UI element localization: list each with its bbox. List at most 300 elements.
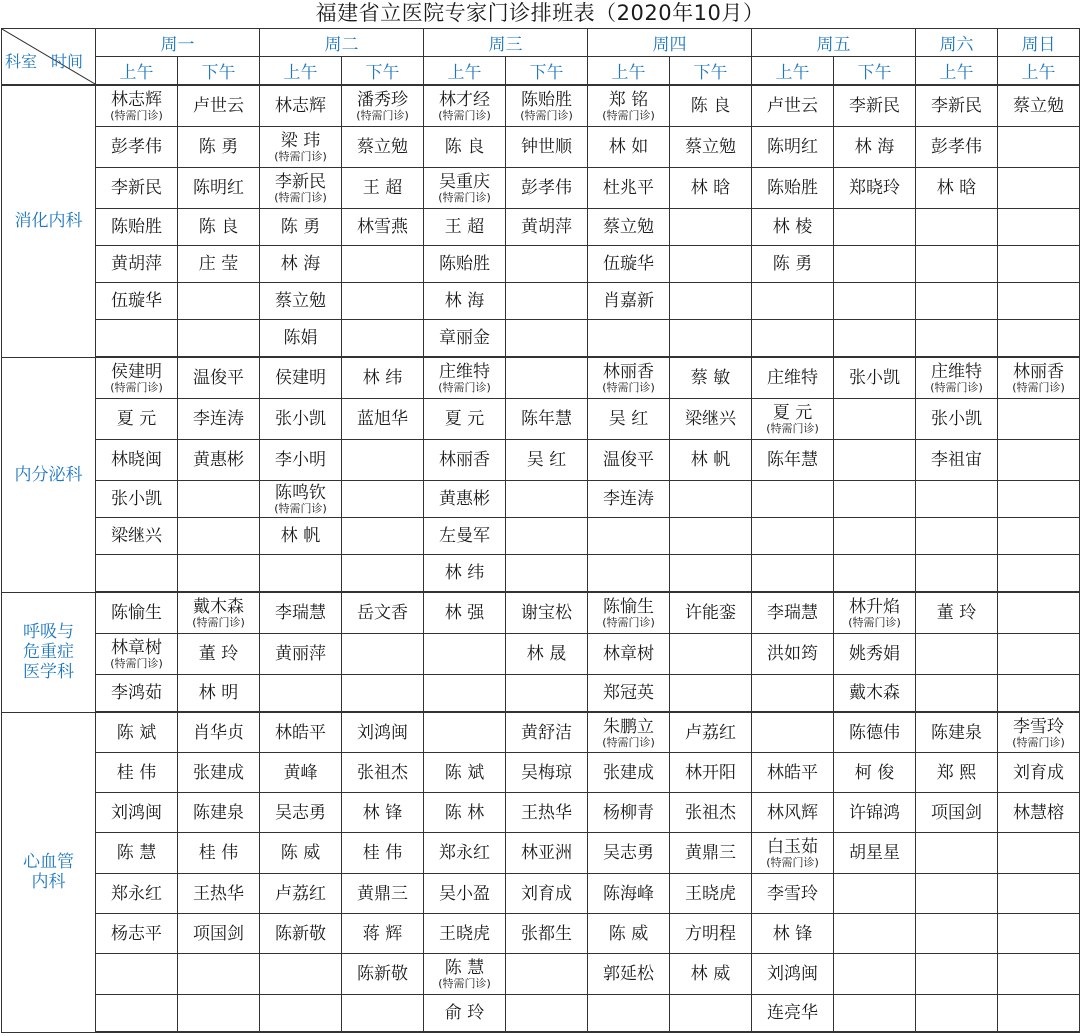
schedule-cell: [96, 753, 178, 793]
schedule-row: [2, 793, 1080, 833]
doctor-name: 陈海峰: [603, 883, 654, 904]
schedule-cell: [506, 592, 588, 634]
doctor-name: 桂 伟: [362, 843, 403, 863]
schedule-cell: [96, 954, 178, 995]
schedule-cell: [916, 712, 998, 753]
schedule-cell: [424, 675, 506, 713]
schedule-cell: [670, 209, 752, 246]
schedule-cell: [834, 675, 916, 713]
day-header-wed: 周三: [424, 29, 588, 57]
schedule-cell: [670, 168, 752, 209]
schedule-cell: [834, 555, 916, 593]
special-clinic-label: (特需门诊): [1012, 735, 1065, 749]
department-name: 内分泌科: [2, 357, 96, 592]
schedule-cell: [506, 634, 588, 675]
schedule-row: [2, 357, 1080, 399]
schedule-cell: [342, 833, 424, 874]
doctor-name: 陈 斌: [116, 722, 157, 743]
doctor-name: 李小明: [275, 450, 326, 470]
doctor-name: 蔡 敏: [690, 368, 731, 388]
corner-time-label: 时间: [50, 52, 83, 71]
schedule-cell: [588, 357, 670, 399]
doctor-name: 黄胡萍: [521, 217, 572, 237]
doctor-name: 夏 元: [116, 409, 157, 429]
schedule-cell: [506, 440, 588, 481]
corner-dept-label: 科室: [5, 52, 38, 71]
schedule-cell: [916, 481, 998, 518]
doctor-name: 郑永红: [439, 843, 490, 863]
doctor-name: 陈贻胜: [439, 254, 490, 274]
doctor-name: 陈建泉: [193, 802, 244, 823]
schedule-cell: [916, 357, 998, 399]
schedule-cell: [96, 283, 178, 320]
schedule-cell: [260, 833, 342, 874]
doctor-name: 柯 俊: [854, 762, 895, 783]
doctor-name: 林章树: [603, 644, 654, 664]
doctor-name: 郑晓玲: [849, 178, 900, 198]
department-name: 消化内科: [2, 85, 96, 357]
doctor-name: 李连涛: [193, 409, 244, 429]
doctor-name: 林 纬: [362, 368, 403, 388]
special-clinic-label: (特需门诊): [438, 191, 491, 204]
doctor-name: 林 棱: [772, 217, 813, 237]
schedule-cell: [424, 634, 506, 675]
schedule-cell: [588, 753, 670, 793]
schedule-cell: [96, 209, 178, 246]
doctor-name: 戴木森: [193, 597, 244, 617]
schedule-cell: [342, 283, 424, 320]
schedule-cell: [260, 481, 342, 518]
schedule-cell: [260, 168, 342, 209]
schedule-cell: [588, 168, 670, 209]
doctor-name: 郑 铭: [608, 90, 649, 110]
schedule-cell: [506, 793, 588, 833]
doctor-name: 刘鸿闽: [357, 722, 408, 743]
schedule-cell: [178, 753, 260, 793]
schedule-cell: [752, 555, 834, 593]
schedule-cell: [260, 85, 342, 127]
schedule-cell: [588, 675, 670, 713]
schedule-cell: [670, 85, 752, 127]
doctor-name: 陈 勇: [280, 217, 321, 237]
schedule-cell: [834, 168, 916, 209]
schedule-cell: [670, 555, 752, 593]
schedule-cell: [178, 592, 260, 634]
doctor-name: 黄鼎三: [357, 883, 408, 904]
schedule-cell: [424, 283, 506, 320]
doctor-name: 黄峰: [283, 762, 318, 783]
doctor-name: 王晓虎: [439, 923, 490, 944]
doctor-name: 林才经: [439, 90, 490, 110]
doctor-name: 林皓平: [767, 762, 818, 783]
schedule-cell: [260, 874, 342, 914]
schedule-cell: [998, 440, 1080, 481]
doctor-name: 林 强: [444, 603, 485, 623]
schedule-cell: [752, 712, 834, 753]
doctor-name: 王晓虎: [685, 883, 736, 904]
doctor-name: 彭孝伟: [111, 137, 162, 157]
schedule-cell: [178, 168, 260, 209]
schedule-cell: [998, 481, 1080, 518]
schedule-cell: [96, 874, 178, 914]
schedule-cell: [998, 127, 1080, 168]
doctor-name: 张都生: [521, 923, 572, 944]
doctor-name: 黄惠彬: [193, 450, 244, 470]
doctor-name: 李雪玲: [1013, 716, 1064, 737]
doctor-name: 李连涛: [603, 489, 654, 509]
doctor-name: 白玉茹: [767, 837, 818, 857]
doctor-name: 杨柳青: [603, 802, 654, 823]
schedule-cell: [588, 481, 670, 518]
schedule-cell: [752, 833, 834, 874]
schedule-cell: [834, 320, 916, 358]
doctor-name: 夏 元: [772, 403, 813, 423]
doctor-name: 庄维特: [767, 368, 818, 388]
doctor-name: 杜兆平: [603, 178, 654, 198]
schedule-cell: [670, 793, 752, 833]
doctor-name: 林丽香: [1013, 362, 1064, 382]
schedule-cell: [588, 712, 670, 753]
schedule-cell: [260, 209, 342, 246]
schedule-cell: [588, 85, 670, 127]
doctor-name: 郑 熙: [936, 762, 977, 783]
special-clinic-label: (特需门诊): [110, 109, 163, 122]
session-pm: 下午: [342, 57, 424, 86]
special-clinic-label: (特需门诊): [766, 856, 819, 869]
schedule-cell: [834, 481, 916, 518]
schedule-cell: [424, 246, 506, 283]
department-name-line: 危重症: [23, 642, 74, 662]
schedule-cell: [178, 675, 260, 713]
schedule-cell: [506, 995, 588, 1033]
doctor-name: 杨志平: [111, 923, 162, 944]
doctor-name: 陈明红: [193, 178, 244, 198]
doctor-name: 谢宝松: [521, 603, 572, 623]
schedule-row: [2, 874, 1080, 914]
schedule-cell: [670, 634, 752, 675]
doctor-name: 张小凯: [849, 368, 900, 388]
schedule-cell: [998, 675, 1080, 713]
schedule-cell: [834, 793, 916, 833]
doctor-name: 林 海: [444, 291, 485, 311]
schedule-cell: [670, 127, 752, 168]
schedule-cell: [96, 85, 178, 127]
schedule-cell: [506, 246, 588, 283]
schedule-cell: [178, 440, 260, 481]
doctor-name: 陈年慧: [767, 450, 818, 470]
doctor-name: 陈 良: [444, 137, 485, 157]
doctor-name: 黄胡萍: [111, 254, 162, 274]
schedule-cell: [424, 168, 506, 209]
schedule-cell: [506, 168, 588, 209]
doctor-name: 陈新敬: [357, 964, 408, 984]
schedule-cell: [424, 753, 506, 793]
schedule-cell: [670, 954, 752, 995]
doctor-name: 夏 元: [444, 409, 485, 429]
special-clinic-label: (特需门诊): [930, 381, 983, 394]
schedule-cell: [424, 399, 506, 440]
schedule-cell: [916, 634, 998, 675]
schedule-row: [2, 399, 1080, 440]
doctor-name: 林志辉: [275, 96, 326, 116]
schedule-cell: [260, 399, 342, 440]
schedule-cell: [834, 246, 916, 283]
special-clinic-label: (特需门诊): [602, 109, 655, 122]
doctor-name: 李雪玲: [767, 883, 818, 904]
doctor-name: 吴志勇: [275, 802, 326, 823]
schedule-row: [2, 753, 1080, 793]
special-clinic-label: (特需门诊): [274, 191, 327, 204]
schedule-cell: [506, 753, 588, 793]
doctor-name: 连亮华: [767, 1003, 818, 1023]
schedule-cell: [260, 246, 342, 283]
schedule-cell: [588, 320, 670, 358]
schedule-cell: [96, 399, 178, 440]
doctor-name: 伍璇华: [603, 254, 654, 274]
doctor-name: 郑永红: [111, 883, 162, 904]
special-clinic-label: (特需门诊): [356, 109, 409, 122]
schedule-cell: [916, 518, 998, 555]
schedule-cell: [834, 209, 916, 246]
doctor-name: 桂 伟: [198, 843, 239, 863]
doctor-name: 李祖宙: [931, 450, 982, 470]
schedule-cell: [178, 793, 260, 833]
doctor-name: 刘鸿闽: [111, 802, 162, 823]
schedule-cell: [834, 283, 916, 320]
schedule-cell: [998, 283, 1080, 320]
schedule-cell: [588, 833, 670, 874]
doctor-name: 陈 威: [608, 923, 649, 944]
session-pm: 下午: [506, 57, 588, 86]
schedule-cell: [752, 995, 834, 1033]
doctor-name: 林升焰: [849, 597, 900, 617]
doctor-name: 林亚洲: [521, 843, 572, 863]
doctor-name: 庄 莹: [198, 254, 239, 274]
schedule-cell: [96, 675, 178, 713]
doctor-name: 梁继兴: [111, 526, 162, 546]
schedule-cell: [96, 440, 178, 481]
schedule-cell: [834, 357, 916, 399]
doctor-name: 董 玲: [936, 603, 977, 623]
schedule-cell: [670, 914, 752, 954]
schedule-cell: [178, 320, 260, 358]
schedule-cell: [260, 712, 342, 753]
schedule-cell: [588, 209, 670, 246]
department-name-line: 呼吸与: [23, 622, 74, 642]
schedule-cell: [998, 753, 1080, 793]
doctor-name: 李瑞慧: [275, 603, 326, 623]
doctor-name: 戴木森: [849, 683, 900, 703]
special-clinic-label: (特需门诊): [602, 616, 655, 629]
schedule-cell: [752, 209, 834, 246]
schedule-cell: [178, 874, 260, 914]
schedule-cell: [342, 127, 424, 168]
doctor-name: 许锦鸿: [849, 802, 900, 823]
doctor-name: 胡星星: [849, 843, 900, 863]
department-name: [2, 712, 96, 1032]
schedule-cell: [342, 440, 424, 481]
schedule-cell: [998, 954, 1080, 995]
department-name-line: 心血管: [23, 852, 74, 872]
doctor-name: 林 晟: [526, 644, 567, 664]
schedule-cell: [834, 874, 916, 914]
doctor-name: 张祖杰: [685, 802, 736, 823]
schedule-cell: [588, 440, 670, 481]
schedule-cell: [342, 209, 424, 246]
schedule-cell: [916, 874, 998, 914]
schedule-cell: [916, 555, 998, 593]
special-clinic-label: (特需门诊): [1012, 381, 1065, 394]
schedule-cell: [96, 793, 178, 833]
doctor-name: 刘育成: [1013, 762, 1064, 783]
doctor-name: 蒋 辉: [362, 923, 403, 944]
day-header-thu: 周四: [588, 29, 752, 57]
schedule-cell: [96, 914, 178, 954]
schedule-cell: [506, 481, 588, 518]
doctor-name: 陈贻胜: [521, 90, 572, 110]
schedule-cell: [916, 954, 998, 995]
day-header-fri: 周五: [752, 29, 916, 57]
schedule-cell: [670, 833, 752, 874]
schedule-cell: [96, 833, 178, 874]
schedule-cell: [834, 634, 916, 675]
schedule-cell: [670, 592, 752, 634]
special-clinic-label: (特需门诊): [602, 381, 655, 394]
schedule-cell: [916, 209, 998, 246]
schedule-cell: [998, 634, 1080, 675]
doctor-name: 林丽香: [439, 450, 490, 470]
session-am: 上午: [998, 57, 1080, 86]
schedule-cell: [260, 954, 342, 995]
schedule-cell: [834, 914, 916, 954]
doctor-name: 黄惠彬: [439, 489, 490, 509]
doctor-name: 李鸿茹: [111, 683, 162, 703]
session-am: 上午: [588, 57, 670, 86]
schedule-cell: [260, 753, 342, 793]
schedule-row: [2, 833, 1080, 874]
special-clinic-label: (特需门诊): [438, 109, 491, 122]
schedule-cell: [752, 357, 834, 399]
doctor-name: 张小凯: [275, 409, 326, 429]
schedule-cell: [342, 555, 424, 593]
doctor-name: 桂 伟: [116, 762, 157, 783]
schedule-cell: [670, 440, 752, 481]
doctor-name: 吴 红: [608, 409, 649, 429]
schedule-cell: [178, 555, 260, 593]
schedule-cell: [834, 518, 916, 555]
schedule-body: [2, 85, 1080, 1032]
schedule-cell: [178, 127, 260, 168]
schedule-cell: [260, 914, 342, 954]
schedule-cell: [998, 914, 1080, 954]
doctor-name: 林慧榕: [1013, 802, 1064, 823]
doctor-name: 伍璇华: [111, 291, 162, 311]
doctor-name: 陈 良: [690, 96, 731, 116]
schedule-cell: [916, 914, 998, 954]
schedule-cell: [916, 399, 998, 440]
doctor-name: 林雪燕: [357, 217, 408, 237]
doctor-name: 王 超: [362, 178, 403, 198]
schedule-cell: [998, 833, 1080, 874]
department-name-line: 医学科: [23, 662, 74, 682]
doctor-name: 庄维特: [931, 362, 982, 382]
schedule-cell: [670, 753, 752, 793]
schedule-cell: [752, 85, 834, 127]
day-header-tue: 周二: [260, 29, 424, 57]
schedule-cell: [424, 357, 506, 399]
schedule-cell: [752, 127, 834, 168]
schedule-cell: [342, 675, 424, 713]
schedule-cell: [588, 283, 670, 320]
schedule-cell: [916, 246, 998, 283]
doctor-name: 洪如筠: [767, 644, 818, 664]
doctor-name: 王 超: [444, 217, 485, 237]
doctor-name: 刘育成: [521, 883, 572, 904]
doctor-name: 林 晗: [936, 178, 977, 198]
doctor-name: 陈新敬: [275, 923, 326, 944]
schedule-cell: [670, 320, 752, 358]
schedule-cell: [834, 712, 916, 753]
day-header-sun: 周日: [998, 29, 1080, 57]
doctor-name: 项国剑: [931, 802, 982, 823]
schedule-cell: [260, 555, 342, 593]
schedule-cell: [260, 440, 342, 481]
schedule-cell: [96, 555, 178, 593]
department-name-line: 内科: [31, 872, 66, 892]
doctor-name: 肖嘉新: [603, 291, 654, 311]
schedule-cell: [916, 833, 998, 874]
session-am: 上午: [260, 57, 342, 86]
doctor-name: 黄舒洁: [521, 722, 572, 743]
doctor-name: 蔡立勉: [685, 137, 736, 157]
schedule-cell: [342, 995, 424, 1033]
schedule-cell: [506, 399, 588, 440]
schedule-row: [2, 634, 1080, 675]
doctor-name: 陈 林: [444, 802, 485, 823]
schedule-cell: [998, 357, 1080, 399]
session-am: 上午: [424, 57, 506, 86]
schedule-cell: [752, 440, 834, 481]
schedule-cell: [342, 874, 424, 914]
schedule-cell: [178, 995, 260, 1033]
schedule-cell: [424, 914, 506, 954]
schedule-cell: [178, 518, 260, 555]
schedule-cell: [588, 995, 670, 1033]
doctor-name: 陈 斌: [444, 762, 485, 783]
schedule-cell: [752, 399, 834, 440]
schedule-cell: [916, 320, 998, 358]
session-pm: 下午: [834, 57, 916, 86]
schedule-cell: [506, 712, 588, 753]
special-clinic-label: (特需门诊): [274, 150, 327, 163]
schedule-cell: [342, 592, 424, 634]
doctor-name: 林丽香: [603, 362, 654, 382]
special-clinic-label: (特需门诊): [438, 977, 491, 990]
doctor-name: 林晓闽: [111, 450, 162, 470]
schedule-cell: [834, 753, 916, 793]
doctor-name: 张小凯: [111, 489, 162, 509]
schedule-cell: [424, 995, 506, 1033]
schedule-cell: [260, 675, 342, 713]
schedule-cell: [424, 440, 506, 481]
schedule-row: [2, 675, 1080, 713]
schedule-cell: [670, 518, 752, 555]
schedule-cell: [670, 481, 752, 518]
doctor-name: 陈 慧: [116, 843, 157, 863]
doctor-name: 陈 勇: [772, 254, 813, 274]
doctor-name: 卢荔红: [685, 722, 736, 743]
schedule-cell: [998, 793, 1080, 833]
